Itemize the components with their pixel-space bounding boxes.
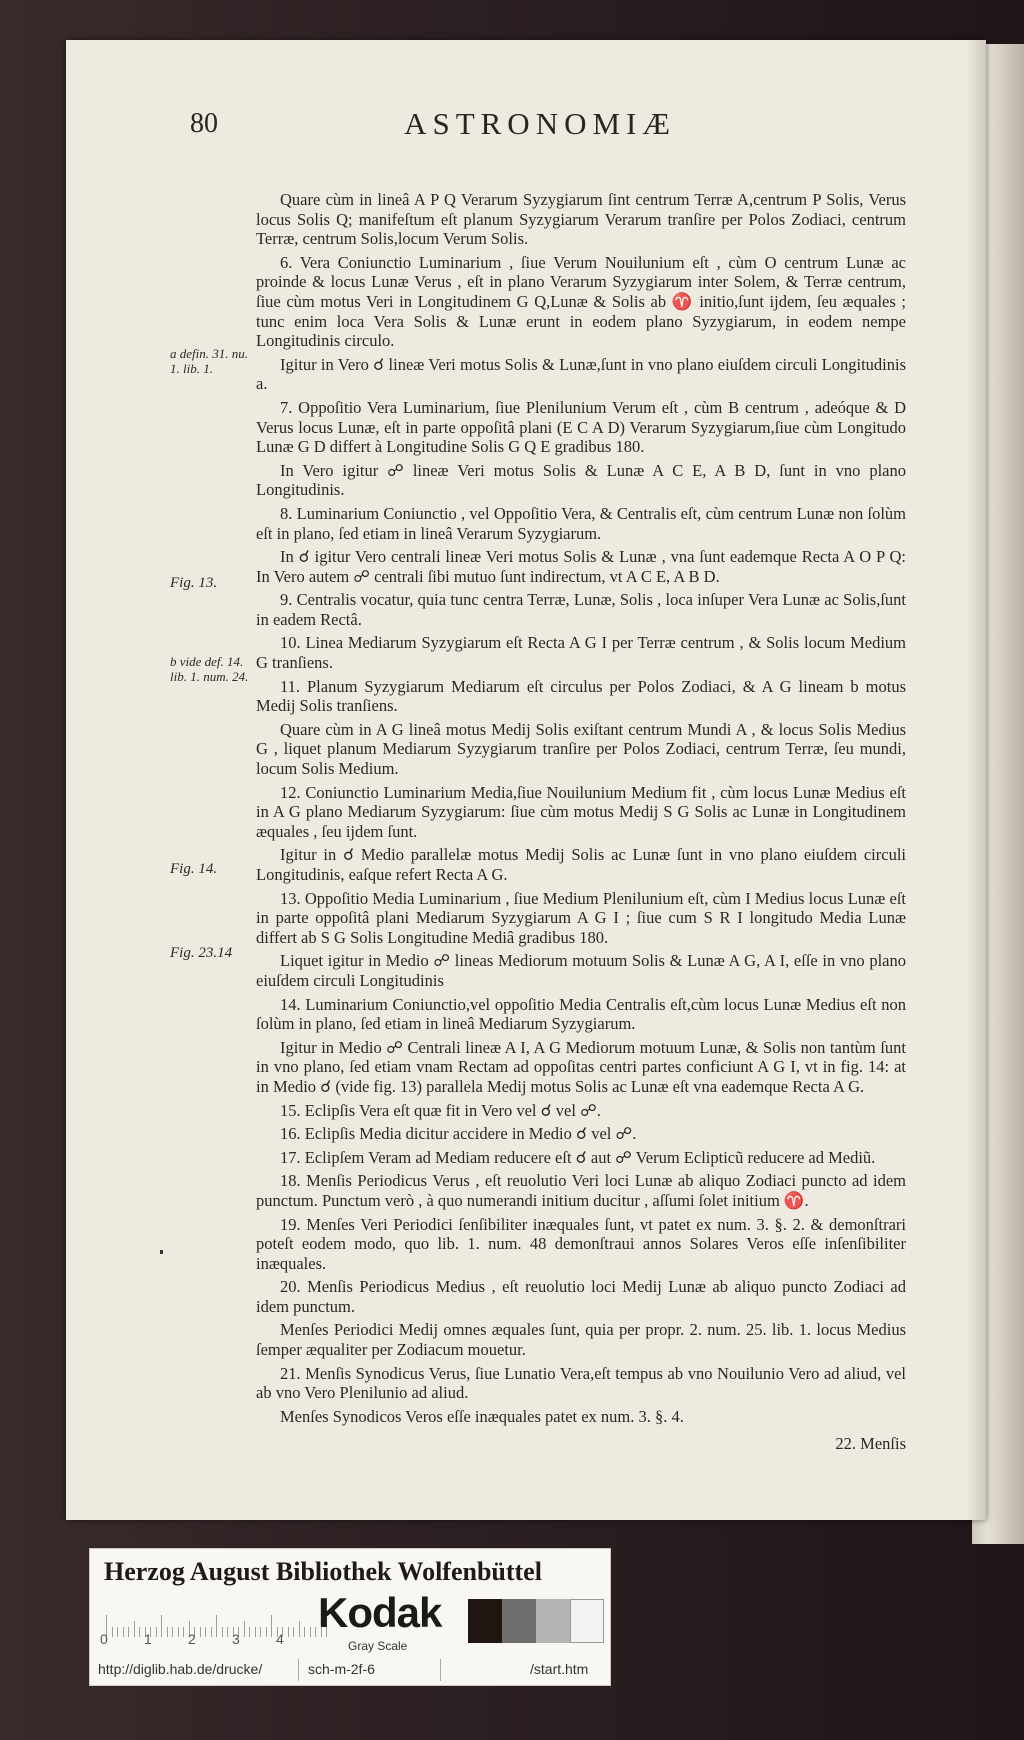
footer-urls — [90, 1659, 610, 1683]
paragraph: 14. Luminarium Coniunctio,vel oppoſitio Media Centralis eſt,cùm locus Lunæ Medius eſt non ſolùm in plano, ſed etiam in lineâ Mediarum Syzygiarum. — [256, 994, 906, 1034]
paragraph: Igitur in Vero ☌ lineæ Veri motus Solis & Lunæ,ſunt in vno plano eiuſdem circuli Longitudinis a. — [256, 354, 906, 394]
paragraph: Menſes Periodici Medij omnes æquales ſunt, quia per propr. 2. num. 25. lib. 1. locus Medius ſemper æqualiter per Zodiacum mouetur. — [256, 1320, 906, 1360]
paragraph: 12. Coniunctio Luminarium Media,ſiue Nouilunium Medium fit , cùm locus Lunæ Medius eſt in A G plano Mediarum Syzygiarum: ſiue cùm motus Medij S G Solis ac Lunæ in Longitudinem æquales , ſeu ijdem ſunt. — [256, 782, 906, 841]
page-number: 80 — [190, 108, 218, 139]
paragraph: 9. Centralis vocatur, quia tunc centra Terræ, Lunæ, Solis , loca inſuper Vera Lunæ ac Solis,ſunt in eadem Rectâ. — [256, 590, 906, 629]
paragraph: Igitur in ☌ Medio parallelæ motus Medij Solis ac Lunæ ſunt in vno plano eiuſdem circuli Longitudinis, eaſque refert Recta A G. — [256, 845, 906, 884]
margin-note-b: b vide def. 14. lib. 1. num. 24. — [170, 654, 249, 684]
paragraph: 17. Eclipſem Veram ad Mediam reducere eſt ☌ aut ☍ Verum Eclipticũ reducere ad Mediũ. — [280, 1147, 876, 1167]
margin-figure-23-14: Fig. 23.14 — [170, 945, 233, 961]
paragraph: 10. Linea Mediarum Syzygiarum eſt Recta A G I per Terræ centrum , & Solis locum Medium G tranſiens. — [256, 633, 906, 673]
gray-swatches — [468, 1599, 604, 1643]
paragraph: 6. Vera Coniunctio Luminarium , ſiue Verum Nouilunium eſt , cùm O centrum Lunæ ac proinde & locus Lunæ Verus , eſt in plano Verarum Syzygiarum inter Solem, & Terræ centrum, ſiue cùm motus Veri in Longitudinem G Q,Lunæ & Solis ab ♈ initio,ſunt ijdem, ſeu æquales ; tunc enim loca Vera Solis & Lunæ erunt in eodem plano Syzygiarum, in eodem nempe Longitudinis circulo. — [256, 252, 906, 351]
swatch-white — [570, 1599, 604, 1643]
shelfmark: sch-m-2f-6 — [308, 1661, 375, 1677]
paragraph: In ☌ igitur Vero centrali lineæ Veri motus Solis & Lunæ , vna ſunt eademque Recta A O P Q: In Vero autem ☍ centrali ſibi mutuo ſunt indirectum, vt A C E, A B D. — [256, 547, 906, 586]
ink-mark — [160, 1250, 163, 1254]
divider — [440, 1659, 441, 1681]
scan-target-card — [89, 1548, 611, 1686]
body-text — [256, 190, 906, 1458]
margin-figure-13: Fig. 13. — [170, 575, 218, 591]
running-title: ASTRONOMIÆ — [404, 106, 676, 141]
paragraph: 19. Menſes Veri Periodici ſenſibiliter inæquales ſunt, vt patet ex num. 3. §. 2. & demonſtrari poteſt eodem modo, quo lib. 1. num. 48 demonſtraui annos Solares Veros eſſe inſenſibiliter inæquales. — [256, 1214, 906, 1273]
library-name: Herzog August Bibliothek Wolfenbüttel — [104, 1557, 542, 1586]
ruler-number: 3 — [232, 1631, 240, 1647]
margin-figure-14: Fig. 14. — [170, 861, 218, 877]
paragraph: 18. Menſis Periodicus Verus , eſt reuolutio Veri loci Lunæ ab aliquo Zodiaci puncto ad idem punctum. Punctum verò , à quo numerandi initium ducitur , aſſumi ſolet initium ♈. — [256, 1171, 906, 1210]
swatch-dark-gray — [502, 1599, 536, 1643]
ruler-number: 2 — [188, 1631, 196, 1647]
swatch-black — [468, 1599, 502, 1643]
paragraph: 15. Eclipſis Vera eſt quæ fit in Vero vel ☌ vel ☍. — [280, 1100, 601, 1120]
paragraph: 13. Oppoſitio Media Luminarium , ſiue Medium Plenilunium eſt, cùm I Medius locus Lunæ eſt in parte oppoſitâ plani Mediarum Syzygiarum A G I ; ſiue cum S R I longitudo Media Lunæ differt ab S G Solis Longitudine Mediâ gradibus 180. — [256, 888, 906, 947]
paragraph: Quare cùm in lineâ A P Q Verarum Syzygiarum ſint centrum Terræ A,centrum P Solis, Verus locus Solis Q; manifeſtum eſt planum Syzygiarum Verarum tranſire per Polos Zodiaci, centrum Terræ, centrum Solis,locum Verum Solis. — [256, 190, 906, 249]
paragraph: Menſes Synodicos Veros eſſe inæquales patet ex num. 3. §. 4. — [280, 1406, 684, 1426]
paragraph: In Vero igitur ☍ lineæ Veri motus Solis & Lunæ A C E, A B D, ſunt in vno plano Longitudinis. — [256, 460, 906, 500]
diglib-url[interactable]: http://diglib.hab.de/drucke/ — [98, 1661, 263, 1677]
paragraph: Quare cùm in A G lineâ motus Medij Solis exiſtant centrum Mundi A , & locus Solis Medius G , liquet planum Mediarum Syzygiarum tranſire per Polos Zodiaci, centrum Terræ, ſeu mundi, locum Solis Medium. — [256, 719, 906, 779]
swatch-light-gray — [536, 1599, 570, 1643]
paragraph: 11. Planum Syzygiarum Mediarum eſt circulus per Polos Zodiaci, & A G lineam b motus Medij Solis tranſiens. — [256, 676, 906, 716]
paragraph: 7. Oppoſitio Vera Luminarium, ſiue Plenilunium Verum eſt , cùm B centrum , adeóque & D Verus locus Lunæ, eſt in parte oppoſitâ plani (E C A D) Verarum Syzygiarum,ſiue cùm Longitudo Lunæ G D differt à Longitudine Solis G Q E gradibus 180. — [256, 397, 906, 457]
catchword: 22. Menſis — [835, 1434, 906, 1454]
start-link[interactable]: /start.htm — [530, 1661, 589, 1677]
paragraph: 16. Eclipſis Media dicitur accidere in Medio ☌ vel ☍. — [280, 1124, 637, 1144]
ruler-number: 1 — [144, 1631, 152, 1647]
paragraph: 20. Menſis Periodicus Medius , eſt reuolutio loci Medij Lunæ ab aliquo puncto Zodiaci ad idem punctum. — [256, 1277, 906, 1316]
gray-scale-label: Gray Scale — [348, 1639, 408, 1653]
kodak-logo: Kodak — [318, 1589, 442, 1636]
ruler-number: 4 — [276, 1631, 284, 1647]
paragraph: Igitur in Medio ☍ Centrali lineæ A I, A G Mediorum motuum Lunæ, & Solis non tantùm ſunt in vno plano, ſed etiam vnam Rectam ad oppoſitas centri partes conficiunt A G I, vt in fig. 14: at in Medio ☌ (vide fig. 13) parallela Medij motus Solis ac Lunæ eſt vna eademque Recta A G. — [256, 1037, 906, 1096]
paragraph: Liquet igitur in Medio ☍ lineas Mediorum motuum Solis & Lunæ A G, A I, eſſe in vno plano eiuſdem circuli Longitudinis — [256, 951, 906, 990]
page-header — [190, 100, 890, 144]
paragraph: 21. Menſis Synodicus Verus, ſiue Lunatio Vera,eſt tempus ab vno Nouilunio Vero ad aliud, vel ab vno Vero Plenilunio ad aliud. — [256, 1363, 906, 1403]
ruler-number: 0 — [100, 1631, 108, 1647]
margin-note-a: a defin. 31. nu. 1. lib. 1. — [170, 346, 248, 376]
paragraph: 8. Luminarium Coniunctio , vel Oppoſitio Vera, & Centralis eſt, cùm centrum Lunæ non ſolùm eſt in plano, ſed etiam in lineâ Verarum Syzygiarum. — [256, 503, 906, 543]
divider — [298, 1659, 299, 1681]
